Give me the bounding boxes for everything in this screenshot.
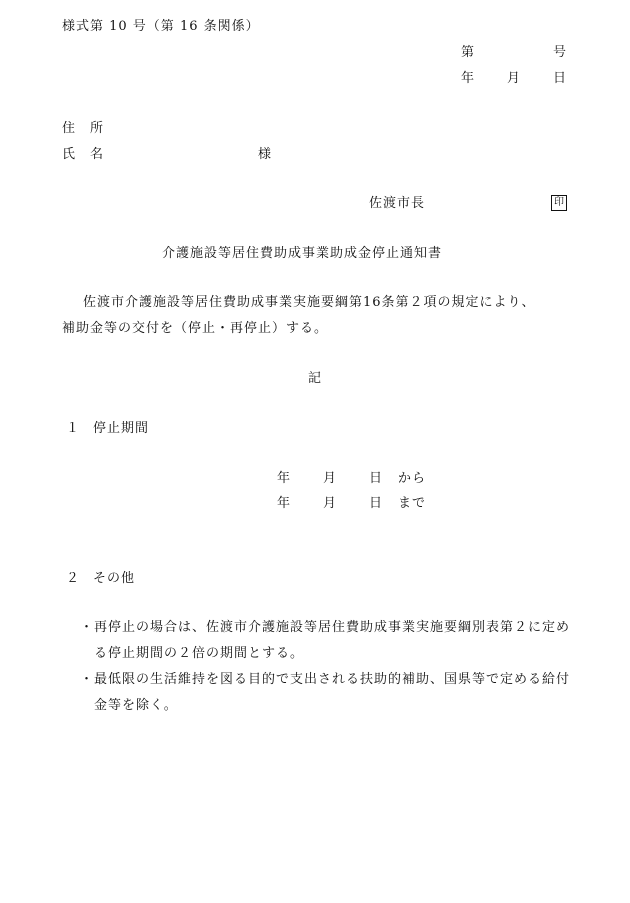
period-to-suffix: まで [398, 496, 427, 511]
section2-number: ２ [66, 571, 81, 586]
body-line-1: 佐渡市介護施設等居住費助成事業実施要綱第16条第２項の規定により、 [83, 295, 536, 310]
section1-title: 停止期間 [93, 421, 150, 436]
date-month: 月 [507, 71, 522, 86]
form-number: 様式第 10 号（第 16 条関係） [62, 19, 260, 34]
ki-heading: 記 [308, 371, 323, 386]
period-from-suffix: から [398, 471, 427, 486]
body-line-2: 補助金等の交付を（停止・再停止）する。 [62, 321, 329, 336]
date-day: 日 [553, 71, 568, 86]
bullet-marker: ・ [80, 672, 95, 687]
list-item-text: 再停止の場合は、佐渡市介護施設等居住費助成事業実施要綱別表第２に定める停止期間の２倍の期間とする。 [94, 620, 571, 661]
date-year: 年 [461, 71, 476, 86]
issuer-title: 佐渡市長 [369, 196, 426, 211]
name-label: 氏 名 [62, 147, 105, 162]
honorific-sama: 様 [258, 147, 273, 162]
bullet-marker: ・ [80, 620, 95, 635]
period-to-day: 日 [369, 496, 384, 511]
document-title: 介護施設等居住費助成事業助成金停止通知書 [162, 246, 443, 261]
address-label: 住 所 [62, 121, 105, 136]
period-to-year: 年 [277, 496, 292, 511]
period-from-day: 日 [369, 471, 384, 486]
doc-number-dai: 第 [461, 45, 476, 60]
doc-number-go: 号 [553, 45, 568, 60]
period-to-month: 月 [323, 496, 338, 511]
list-item [80, 615, 580, 667]
seal-stamp: 印 [551, 195, 567, 211]
section1-number: １ [66, 421, 81, 436]
section2-title: その他 [93, 571, 136, 586]
period-from-year: 年 [277, 471, 292, 486]
period-from-month: 月 [323, 471, 338, 486]
list-item-text: 最低限の生活維持を図る目的で支出される扶助的補助、国県等で定める給付金等を除く。 [94, 672, 571, 713]
list-item [80, 667, 580, 719]
